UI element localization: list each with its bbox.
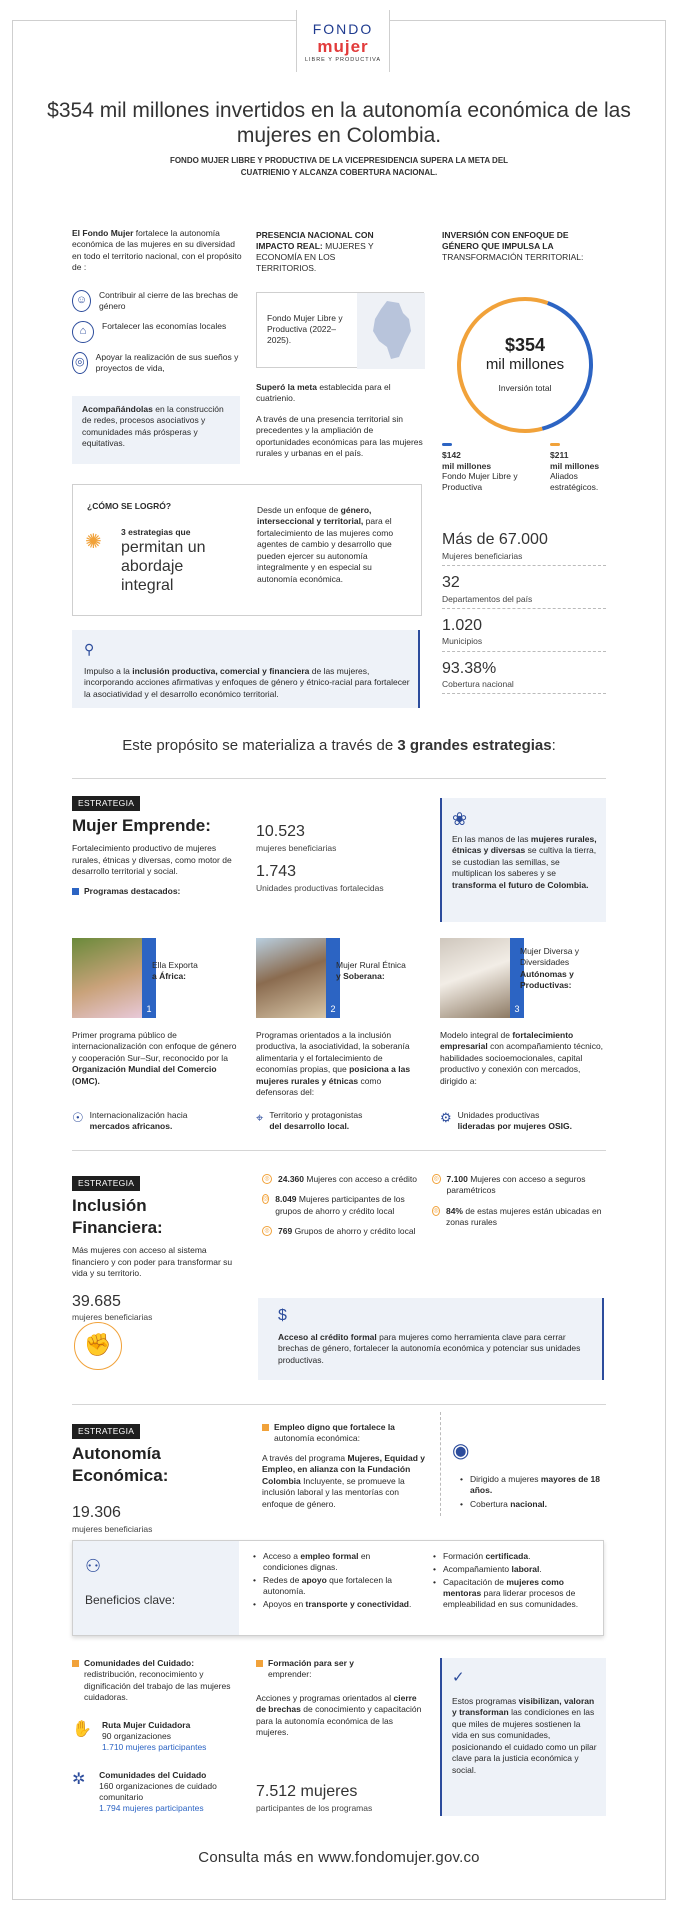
program-name: [336, 960, 426, 983]
program-foot-2: [256, 1110, 426, 1132]
how-text: [257, 505, 413, 585]
presence-title: [256, 230, 396, 274]
footer-link[interactable]: Consulta más en www.fondomujer.gov.co: [198, 1849, 480, 1866]
purpose-item: [72, 352, 242, 374]
program-name: [152, 960, 242, 983]
program-desc-2: [256, 1030, 422, 1099]
program-desc-1: [72, 1030, 238, 1087]
intro-lead-bold: El Fondo Mujer: [72, 228, 134, 238]
foot-a: Internacionalización hacia: [89, 1110, 188, 1120]
check-circle-icon: ◎: [433, 1176, 439, 1182]
foot-a: Territorio y protagonistas: [269, 1110, 363, 1120]
purpose-line: [40, 736, 638, 756]
benefit-b: transporte y conectividad: [305, 1599, 409, 1610]
desc-a: Programas orientados a la inclusión productiva, la asociatividad, la soberanía alimentaria y el fortalecimiento de economías propias, que: [256, 1030, 410, 1075]
desc-a: Primer programa público de internacionalización con enfoque de género y cooperación Sur–Sur, reconocido por la: [72, 1030, 237, 1063]
benefit-a: Acceso a: [263, 1551, 298, 1561]
financiera-title: Inclusión Financiera:: [72, 1196, 163, 1238]
fist-icon: ✊: [74, 1322, 122, 1370]
emprende-header: [72, 796, 242, 897]
donut-label: [450, 334, 600, 394]
check-circle-icon: ◎: [433, 1207, 439, 1214]
stats-list: [442, 530, 606, 694]
purpose-line-t1: Este propósito se materializa a través de: [122, 737, 394, 754]
benefit-c: .: [409, 1599, 412, 1610]
fin-item: [262, 1194, 422, 1217]
autonomia-header: [72, 1424, 252, 1535]
accent-bar: [602, 1298, 604, 1380]
benefit-item: [253, 1551, 413, 1573]
check-circle-icon: ◎: [262, 1174, 272, 1184]
stat-label: mujeres beneficiarias: [72, 1524, 153, 1535]
split-item-1: [442, 443, 522, 493]
goal-rest: establecida para el cuatrienio.: [256, 382, 391, 404]
credit-text: [278, 1332, 594, 1366]
square-icon: [72, 1660, 79, 1667]
target-b: nacional.: [510, 1498, 548, 1509]
program-number: 3: [510, 938, 524, 1018]
cuidado-orgs: 160 organizaciones de cuidado comunitario: [99, 1781, 217, 1803]
benefits-right: [433, 1551, 597, 1612]
stat-label: mujeres beneficiarias: [72, 1312, 153, 1323]
people-icon: ⚇: [85, 1556, 102, 1576]
formacion-a: Acciones y programas orientados al: [256, 1692, 392, 1703]
benefit-a: Apoyos en: [263, 1599, 304, 1610]
target-a: Dirigido a mujeres: [470, 1474, 539, 1484]
stat-label: Municipios: [442, 636, 483, 647]
stat-value: 7.512 mujeres: [256, 1783, 358, 1800]
accomp-box: [72, 396, 240, 464]
benefit-a: Acompañamiento: [443, 1564, 510, 1575]
purpose-text: Apoyar la realización de sus sueños y proyectos de vida,: [95, 352, 239, 374]
intro-lead: [72, 228, 242, 274]
network-icon: ✲: [72, 1771, 86, 1788]
foot-a: Unidades productivas: [457, 1110, 540, 1120]
how-heading: ¿CÓMO SE LOGRÓ?: [87, 501, 172, 511]
quote-bold2: transforma el futuro de Colombia.: [452, 879, 589, 890]
empleo-title-rest: autonomía económica:: [274, 1433, 360, 1444]
target-list: [460, 1474, 606, 1512]
stat-value: Más de 67.000: [442, 531, 548, 548]
person-search-icon: ⚲: [84, 641, 95, 657]
cuidado-name: Ruta Mujer Cuidadora: [102, 1720, 191, 1730]
visibility-t2: las condiciones en las que miles de mujeres sostienen la vida en sus comunidades, posicionando el cuidado como un pilar clave para la justicia económica y social.: [452, 1707, 597, 1775]
program-photo: [440, 938, 510, 1018]
desc-c: con acompañamiento técnico, habilidades socioemocionales, capital productivo y conexión con mercados, dirigido a:: [440, 1041, 604, 1086]
presence-title-rest: MUJERES Y ECONOMÍA EN LOS TERRITORIOS.: [256, 241, 374, 274]
quote-t2: se cultiva la tierra, se custodian las semillas, se multiplican los saberes y se: [452, 845, 597, 879]
divider: [72, 778, 606, 779]
benefits-left: [253, 1551, 413, 1612]
location-icon: ⌖: [256, 1110, 264, 1125]
fin-item: [262, 1226, 422, 1237]
target-b: mayores de 18 años.: [470, 1474, 600, 1496]
financiera-list-left: [262, 1174, 422, 1238]
presence-card-text: Fondo Mujer Libre y Productiva (2022–2025).: [267, 313, 343, 346]
program-name-b: y Soberana:: [336, 971, 385, 982]
foot-b: del desarrollo local.: [269, 1121, 350, 1132]
benefit-item: [433, 1551, 597, 1562]
quote-t1: En las manos de las: [452, 834, 529, 844]
stat-label: Cobertura nacional: [442, 679, 514, 690]
target-item: [460, 1499, 606, 1510]
credit-box: [258, 1298, 604, 1380]
globe-icon: ☉: [72, 1110, 84, 1125]
square-icon: [72, 888, 79, 895]
emprende-stats: [256, 822, 416, 894]
badge-check-icon: ✓: [452, 1669, 465, 1686]
page-subtitle: FONDO MUJER LIBRE Y PRODUCTIVA DE LA VICEPRESIDENCIA SUPERA LA META DEL CUATRIENIO Y ALCANZA COBERTURA NACIONAL.: [169, 156, 509, 177]
stat-label: participantes de los programas: [256, 1802, 373, 1813]
financiera-list-right: [432, 1174, 602, 1229]
desc-a: Modelo integral de: [440, 1030, 510, 1040]
program-photo: [256, 938, 326, 1018]
benefit-a: Formación: [443, 1551, 484, 1561]
store-icon: ⌂: [72, 321, 94, 343]
stat-value: 1.743: [256, 862, 297, 880]
how-strategies: [121, 527, 231, 596]
how-bold: género, interseccional y territorial,: [257, 505, 372, 527]
page-title: $354 mil millones invertidos en la autonomía económica de las mujeres en Colombia.: [47, 99, 631, 148]
program-card-3: [440, 938, 610, 1022]
foot-b: mercados africanos.: [89, 1121, 173, 1132]
logo-tagline: LIBRE Y PRODUCTIVA: [304, 57, 382, 64]
target-item: [460, 1474, 606, 1497]
stat-item: [442, 530, 606, 566]
investment-title-rest: TRANSFORMACIÓN TERRITORIAL:: [442, 252, 584, 263]
stat-item: [442, 573, 606, 609]
logo-fondo-text: FONDO: [312, 21, 374, 37]
benefit-c: que fortalecen la autonomía.: [263, 1575, 393, 1597]
purpose-text: Fortalecer las economías locales: [102, 321, 227, 332]
fin-text: Mujeres con acceso a seguros paramétricos: [446, 1174, 586, 1196]
how-p2: para el fortalecimiento de las mujeres como agentes de cambio y desarrollo que pueden ejercer su autonomía integralmente y en especial su autonomía económica.: [257, 516, 394, 584]
program-number: 1: [142, 938, 156, 1018]
stat-label: Unidades productivas fortalecidas: [256, 882, 384, 893]
cuidado-block: [72, 1658, 242, 1704]
stat-value: 1.020: [442, 616, 483, 634]
square-icon: [256, 1660, 263, 1667]
program-foot-3: [440, 1110, 610, 1132]
accomp-bold: Acompañándolas: [82, 404, 153, 414]
eye-icon: ◉: [452, 1440, 470, 1462]
program-name-a: Mujer Rural Étnica: [336, 960, 406, 970]
person-icon: ☺: [72, 290, 91, 312]
program-name: [520, 946, 606, 992]
fin-text: Mujeres participantes de los grupos de ahorro y crédito local: [275, 1194, 405, 1216]
stat-value: 10.523: [256, 823, 305, 840]
cuidado-people: 1.794 mujeres participantes: [99, 1803, 204, 1814]
accomp-rest: en la construcción de redes, procesos asociativos y comunidades más prósperas y equitativas.: [82, 404, 224, 449]
empleo-b: Mujeres, Equidad y Empleo, en alianza con la Fundación Colombia: [262, 1452, 425, 1486]
brand-logo: [296, 10, 390, 72]
program-foot-1: [72, 1110, 242, 1132]
fin-bold: 769: [278, 1226, 293, 1237]
benefit-item: [253, 1575, 413, 1597]
desc-b: posiciona a las mujeres rurales y étnicas: [256, 1064, 411, 1086]
credit-rest: para mujeres como herramienta clave para cerrar brechas de género, fortalecer la autonomía económica y potenciar sus unidades productivas.: [278, 1332, 581, 1365]
cuidado-rest: redistribución, reconocimiento y dignificación del trabajo de las mujeres cuidadoras.: [84, 1669, 231, 1703]
benefits-label-panel: [73, 1541, 239, 1635]
square-icon: [262, 1424, 269, 1431]
cuidado-people: 1.710 mujeres participantes: [102, 1742, 207, 1753]
target-icon: ◎: [72, 352, 88, 374]
empleo-title: Empleo digno que fortalece la: [274, 1422, 395, 1432]
benefit-a: Redes de: [263, 1575, 300, 1586]
accent-bar: [418, 630, 420, 708]
split-unit: mil millones: [550, 460, 600, 471]
benefit-item: [253, 1599, 413, 1610]
stat-label: Departamentos del país: [442, 593, 533, 604]
target-a: Cobertura: [470, 1498, 508, 1509]
benefit-b: laboral: [511, 1564, 540, 1575]
visibility-bold: visibilizan, valoran y transforman: [452, 1696, 595, 1718]
benefit-item: [433, 1577, 597, 1610]
financiera-desc: Más mujeres con acceso al sistema financiero y con poder para transformar su vida y su territorio.: [72, 1245, 233, 1279]
program-name-b: Autónomas y Productivas:: [520, 968, 574, 991]
program-desc-3: [440, 1030, 606, 1087]
benefit-a: Capacitación de: [443, 1577, 504, 1588]
impulse-box: [72, 630, 420, 708]
foot-b: lideradas por mujeres OSIG.: [457, 1121, 572, 1132]
purpose-item: [72, 321, 242, 343]
purpose-line-t2: :: [551, 737, 556, 754]
fin-text: Mujeres con acceso a crédito: [306, 1174, 417, 1184]
divider: [72, 1404, 606, 1405]
check-circle-icon: ◎: [262, 1226, 272, 1236]
split-amount: $142: [442, 450, 461, 460]
cuidado-title: Comunidades del Cuidado:: [84, 1658, 195, 1668]
program-name-b: a África:: [152, 971, 187, 982]
accent-bar: [440, 798, 442, 922]
program-name-a: Ella Exporta: [152, 960, 198, 970]
benefits-box: [72, 1540, 604, 1636]
empleo-block: [262, 1422, 430, 1510]
formacion-c: de conocimiento y capacitación para la autonomía económica de las mujeres.: [256, 1704, 422, 1738]
how-count-bold: 3 estrategias que: [121, 527, 191, 537]
benefit-b: mujeres como mentoras: [443, 1577, 564, 1599]
formacion-b: cierre de brechas: [256, 1692, 417, 1715]
desc-b: Organización Mundial del Comercio (OMC).: [72, 1064, 217, 1086]
goal-bold: Superó la meta: [256, 382, 317, 392]
autonomia-title: Autonomía Económica:: [72, 1444, 169, 1486]
program-photo: [72, 938, 142, 1018]
presence-title-bold: PRESENCIA NACIONAL CON IMPACTO REAL:: [256, 230, 374, 252]
split-swatch-orange: [550, 443, 560, 446]
presence-card: [256, 292, 424, 368]
benefit-c: para liderar procesos de empleabilidad en sus comunidades.: [443, 1588, 579, 1610]
benefit-item: [433, 1564, 597, 1575]
fin-item: [432, 1206, 602, 1229]
benefit-c: en condiciones dignas.: [263, 1551, 371, 1573]
formacion-block: [256, 1658, 424, 1739]
impulse-text: [84, 666, 410, 700]
fin-bold: 7.100: [446, 1174, 468, 1184]
gear-icon: ⚙: [440, 1110, 452, 1125]
donut-caption: Inversión total: [498, 382, 552, 393]
program-number: 2: [326, 938, 340, 1018]
financiera-header: [72, 1176, 242, 1323]
desc-b: fortalecimiento empresarial: [440, 1030, 574, 1052]
stat-value: 93.38%: [442, 659, 497, 677]
purpose-line-bold: 3 grandes estrategias: [397, 737, 552, 754]
fin-text: Grupos de ahorro y crédito local: [294, 1226, 416, 1237]
impulse-t2: de las mujeres, incorporando acciones afirmativas y enfoques de género y étnico-racial para fortalecer la asociatividad y el desarrollo económico territorial.: [84, 666, 410, 699]
quote-bold: mujeres rurales, étnicas y diversas: [452, 834, 597, 856]
formacion-title: Formación para ser y: [268, 1658, 354, 1668]
split-desc: Fondo Mujer Libre y Productiva: [442, 471, 518, 493]
how-p1: Desde un enfoque de: [257, 505, 339, 515]
strategy-tag: ESTRATEGIA: [72, 1176, 140, 1191]
strategy-tag: ESTRATEGIA: [72, 796, 140, 811]
stat-value: 19.306: [72, 1504, 121, 1522]
fin-bold: 84%: [445, 1205, 463, 1216]
donut-amount: $354: [504, 335, 546, 355]
fin-bold: 24.360: [278, 1174, 304, 1184]
intro-lead-rest: fortalece la autonomía económica de las mujeres en su diversidad en todo el territorio nacional, con el propósito de :: [72, 228, 242, 273]
fin-bold: 8.049: [275, 1194, 297, 1205]
presence-body: A través de una presencia territorial sin precedentes y la ampliación de oportunidades económicas para las mujeres rurales y urbanas en el país.: [256, 414, 423, 459]
stat-label: Mujeres beneficiarias: [442, 550, 523, 561]
formacion-rest: emprender:: [268, 1669, 312, 1680]
dashed-divider: [440, 1412, 441, 1516]
benefit-b: apoyo: [301, 1575, 327, 1586]
empleo-a: A través del programa: [262, 1452, 346, 1463]
empleo-c: Incluyente, se promueve la inclusión laboral y las mentorías con enfoque de género.: [262, 1475, 405, 1509]
split-desc: Aliados estratégicos.: [550, 471, 599, 493]
benefits-label: Beneficios clave:: [85, 1593, 176, 1607]
programs-label: [72, 886, 242, 897]
cuidado-item-1: [72, 1720, 242, 1753]
split-amount: $211: [550, 450, 569, 460]
plant-hands-icon: ❀: [452, 809, 468, 829]
stat-value: 32: [442, 573, 460, 591]
check-circle-icon: ◎: [263, 1196, 269, 1203]
stat-item: [442, 616, 606, 652]
emprende-quote: [452, 834, 598, 891]
money-icon: $: [278, 1307, 287, 1324]
formacion-stat: [256, 1782, 424, 1814]
impulse-bold: inclusión productiva, comercial y financiera: [132, 666, 310, 676]
benefit-b: certificada: [485, 1551, 529, 1561]
investment-title-bold: INVERSIÓN CON ENFOQUE DE GÉNERO QUE IMPULSA LA: [442, 230, 569, 252]
cuidado-name: Comunidades del Cuidado: [99, 1770, 207, 1780]
divider: [72, 1150, 606, 1151]
purpose-text: Contribuir al cierre de las brechas de género: [99, 290, 238, 312]
credit-bold: Acceso al crédito formal: [278, 1332, 377, 1342]
investment-title: [442, 230, 602, 263]
cuidado-item-2: [72, 1770, 242, 1814]
logo-mujer-text: [297, 36, 389, 58]
benefit-b: empleo formal: [300, 1551, 359, 1561]
how-box: [72, 484, 422, 616]
emprende-quote-box: [440, 798, 606, 922]
visibility-text: [452, 1696, 598, 1776]
purpose-item: [72, 290, 242, 312]
donut-unit: mil millones: [485, 356, 565, 374]
programs-label-text: Programas destacados:: [84, 885, 181, 896]
stat-label: mujeres beneficiarias: [256, 842, 337, 853]
how-count-big: permitan un abordaje integral: [121, 539, 206, 595]
impulse-t1: Impulso a la: [84, 666, 130, 676]
split-swatch-blue: [442, 443, 452, 446]
desc-c: como defensoras del:: [256, 1075, 382, 1098]
fin-text: de estas mujeres están ubicadas en zonas rurales: [445, 1205, 602, 1228]
accent-bar: [440, 1658, 442, 1816]
emprende-title: Mujer Emprende:: [72, 816, 211, 836]
benefit-c: .: [539, 1564, 542, 1575]
split-unit: mil millones: [442, 460, 492, 471]
colombia-map: [357, 293, 425, 369]
cuidado-orgs: 90 organizaciones: [102, 1731, 171, 1742]
logo-letters: mujer: [317, 37, 369, 57]
split-item-2: [550, 443, 620, 493]
fin-item: [262, 1174, 422, 1185]
benefit-c: .: [528, 1551, 531, 1561]
visibility-box: [440, 1658, 606, 1816]
program-name-a: Mujer Diversa y Diversidades: [520, 946, 580, 968]
purpose-list: [72, 290, 242, 374]
emprende-desc: Fortalecimiento productivo de mujeres rurales, étnicas y diversas, como motor de desarrollo territorial y social.: [72, 843, 232, 877]
fin-item: [432, 1174, 602, 1197]
stat-item: [442, 659, 606, 695]
stat-value: 39.685: [72, 1292, 121, 1310]
lightbulb-icon: ✺: [85, 531, 102, 553]
presence-goal: [256, 382, 424, 404]
program-card-2: [256, 938, 426, 1022]
strategy-tag: ESTRATEGIA: [72, 1424, 140, 1439]
hands-icon: ✋: [72, 1721, 92, 1738]
visibility-t1: Estos programas: [452, 1696, 517, 1706]
